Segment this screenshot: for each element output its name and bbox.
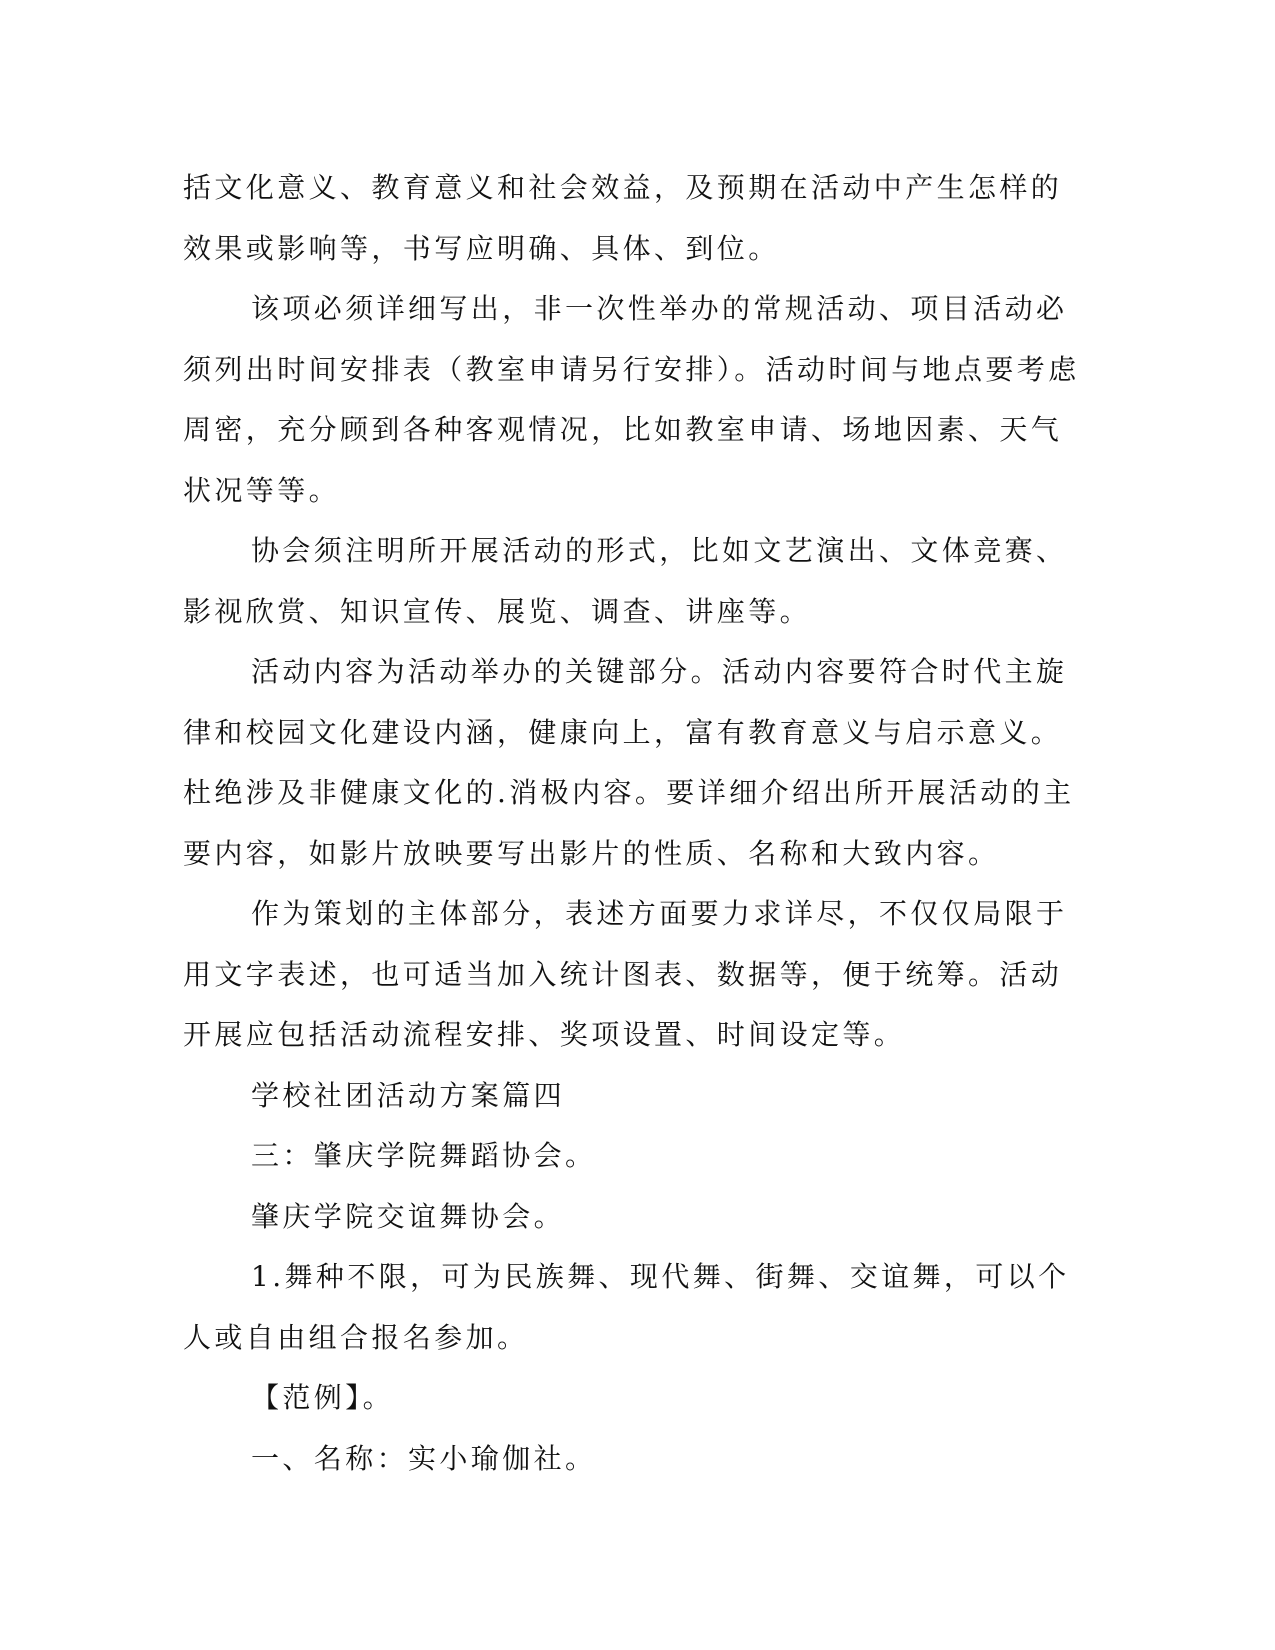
list-item-name: 一、名称：实小瑜伽社。 [251,1441,597,1475]
paragraph-continuation: 括文化意义、教育意义和社会效益，及预期在活动中产生怎样的效果或影响等，书写应明确、具体、到位。 [183,171,1063,265]
paragraph-activity-form: 协会须注明所开展活动的形式，比如文艺演出、文体竞赛、影视欣赏、知识宣传、展览、调查、讲座等。 [183,534,1068,628]
paragraph-co-organizer: 肇庆学院交谊舞协会。 [251,1199,566,1233]
document-body [183,158,1083,1489]
paragraph-schedule: 该项必须详细写出，非一次性举办的常规活动、项目活动必须列出时间安排表（教室申请另行安排）。活动时间与地点要考虑周密，充分顾到各种客观情况，比如教室申请、场地因素、天气状况等等。 [183,292,1080,507]
paragraph-organizer: 三：肇庆学院舞蹈协会。 [251,1139,597,1172]
paragraph-main-body: 作为策划的主体部分，表述方面要力求详尽，不仅仅局限于用文字表述，也可适当加入统计图表、数据等，便于统筹。活动开展应包括活动流程安排、奖项设置、时间设定等。 [183,897,1068,1051]
list-item-dance-rules: 1.舞种不限，可为民族舞、现代舞、街舞、交谊舞，可以个人或自由组合报名参加。 [183,1260,1070,1354]
example-heading: 【范例】。 [251,1381,395,1414]
paragraph-activity-content: 活动内容为活动举办的关键部分。活动内容要符合时代主旋律和校园文化建设内涵，健康向上，富有教育意义与启示意义。杜绝涉及非健康文化的.消极内容。要详细介绍出所开展活动的主要内容，如影片放映要写出影片的性质、名称和大致内容。 [183,655,1075,870]
section-heading: 学校社团活动方案篇四 [251,1078,566,1112]
